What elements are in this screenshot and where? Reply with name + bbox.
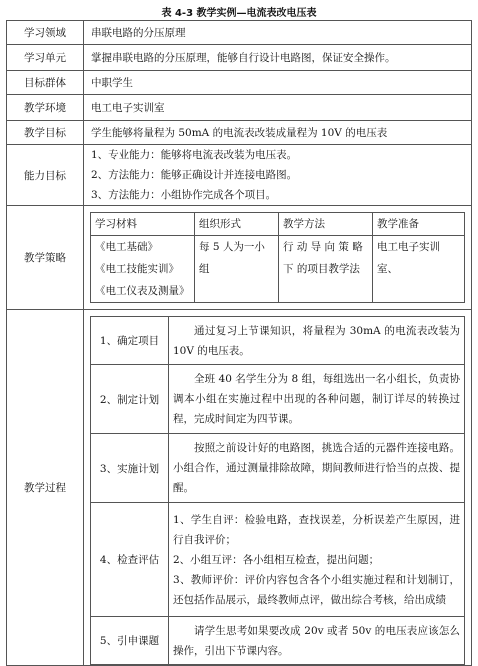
strategy-cell — [84, 206, 472, 310]
strategy-header: 教学准备 — [373, 213, 465, 236]
ability-item: 1、专业能力：能够将电流表改装为电压表。 — [91, 149, 298, 161]
step-label: 3、实施计划 — [91, 434, 169, 503]
ability-list — [84, 145, 472, 206]
field-value: 串联电路的分压原理 — [84, 21, 472, 45]
step-text: 全班 40 名学生分为 8 组，每组选出一名小组长，负责协调本小组在实施过程中出现的各种问题，制订详尽的转换过程，完成时间定为四节课。 — [169, 365, 465, 434]
goal-label: 教学目标 — [7, 121, 84, 145]
row-unit — [7, 45, 472, 71]
process-step — [91, 503, 465, 617]
step-label: 2、制定计划 — [91, 365, 169, 434]
process-label: 教学过程 — [7, 310, 84, 666]
step-text: 按照之前设计好的电路图，挑选合适的元器件连接电路。小组合作，通过测量排除故障，期间教师进行恰当的点拨、提醒。 — [169, 434, 465, 503]
row-field — [7, 21, 472, 45]
step-label: 1、确定项目 — [91, 317, 169, 365]
audience-value: 中职学生 — [84, 71, 472, 95]
ability-item: 3、方法能力：小组协作完成各个项目。 — [91, 189, 277, 201]
strategy-table — [90, 212, 465, 303]
evaluation-item: 1、学生自评：检验电路，查找误差，分析误差产生原因，进行自我评价； — [173, 513, 460, 546]
step-label: 4、检查评估 — [91, 503, 169, 617]
goal-value: 学生能够将量程为 50mA 的电流表改装成量程为 10V 的电压表 — [84, 121, 472, 145]
evaluation-item: 2、小组互评：各小组相互检查，提出问题； — [173, 553, 380, 566]
field-label: 学习领域 — [7, 21, 84, 45]
process-step — [91, 617, 465, 665]
step-label: 5、引申课题 — [91, 617, 169, 665]
step-text: 请学生思考如果要改成 20v 或者 50v 的电压表应该怎么操作，引出下节课内容。 — [169, 617, 465, 665]
material-item: 《电工基础》 — [95, 241, 158, 253]
ability-item: 2、方法能力：能够正确设计并连接电路图。 — [91, 169, 298, 181]
strategy-header-row — [91, 213, 465, 236]
material-item: 《电工技能实训》 — [95, 263, 179, 275]
audience-label: 目标群体 — [7, 71, 84, 95]
environment-value: 电工电子实训室 — [84, 95, 472, 121]
row-strategy — [7, 206, 472, 310]
material-item: 《电工仪表及测量》 — [95, 285, 190, 297]
lesson-table — [6, 20, 472, 666]
strategy-method: 行 动 导 向 策 略 下 的项目教学法 — [279, 236, 373, 303]
process-step — [91, 434, 465, 503]
table-caption: 表 4-3 教学实例—电流表改电压表 — [161, 8, 317, 19]
row-audience — [7, 71, 472, 95]
step-items — [169, 503, 465, 617]
unit-value: 掌握串联电路的分压原理，能够自行设计电路图，保证安全操作。 — [84, 45, 472, 71]
strategy-header: 组织形式 — [195, 213, 279, 236]
strategy-header: 教学方法 — [279, 213, 373, 236]
environment-label: 教学环境 — [7, 95, 84, 121]
process-cell — [84, 310, 472, 666]
process-step — [91, 365, 465, 434]
row-process — [7, 310, 472, 666]
strategy-header: 学习材料 — [91, 213, 195, 236]
row-ability — [7, 145, 472, 206]
strategy-label: 教学策略 — [7, 206, 84, 310]
ability-label: 能力目标 — [7, 145, 84, 206]
step-text: 通过复习上节课知识，将量程为 30mA 的电流表改装为 10V 的电压表。 — [169, 317, 465, 365]
process-steps-table — [90, 316, 465, 665]
evaluation-item: 3、教师评价：评价内容包含各个小组实施过程和计划制订，还包括作品展示，最终教师点评，做出综合考核，给出成绩 — [173, 573, 460, 606]
strategy-preparation: 电工电子实训室、 — [373, 236, 465, 303]
strategy-organization: 每 5 人为一小组 — [195, 236, 279, 303]
strategy-materials — [91, 236, 195, 303]
strategy-body-row — [91, 236, 465, 303]
row-goal — [7, 121, 472, 145]
unit-label: 学习单元 — [7, 45, 84, 71]
process-step — [91, 317, 465, 365]
row-environment — [7, 95, 472, 121]
